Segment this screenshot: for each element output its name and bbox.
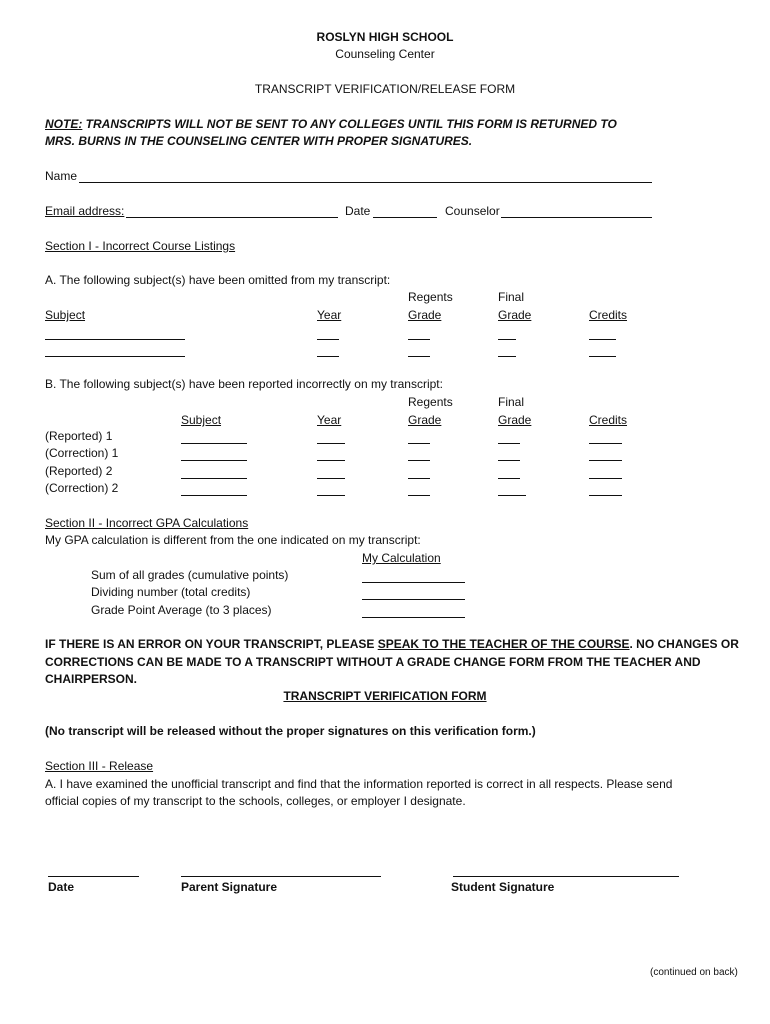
school-name: ROSLYN HIGH SCHOOL (316, 30, 454, 44)
incorrect-regents-field[interactable] (408, 460, 430, 461)
omitted-regents-field[interactable] (408, 339, 430, 340)
header-grade: Grade (408, 308, 442, 322)
gpa-row-label: Dividing number (total credits) (91, 585, 251, 599)
incorrect-final-field[interactable] (498, 460, 520, 461)
omitted-credits-field[interactable] (589, 356, 616, 357)
note-line-2: MRS. BURNS IN THE COUNSELING CENTER WITH PROPER SIGNATURES. (45, 134, 473, 148)
center-name: Counseling Center (335, 47, 435, 61)
omitted-subject-field[interactable] (45, 339, 185, 340)
section3-title: Section III - Release (45, 759, 154, 773)
no-release-note: (No transcript will be released without the proper signatures on this verification form.) (45, 724, 536, 738)
incorrect-year-field[interactable] (317, 443, 345, 444)
b-row-label: (Reported) 1 (45, 429, 113, 443)
student-signature-label: Student Signature (451, 880, 555, 894)
gpa-row-label: Grade Point Average (to 3 places) (91, 603, 272, 617)
warning-text-3: . NO CHANGES OR (629, 637, 739, 651)
date-label: Date (345, 204, 371, 218)
incorrect-subject-field[interactable] (181, 460, 247, 461)
incorrect-regents-field[interactable] (408, 443, 430, 444)
header-credits: Credits (589, 308, 628, 322)
warning-line-3: CHAIRPERSON. (45, 672, 138, 686)
warning-text-1: IF THERE IS AN ERROR ON YOUR TRANSCRIPT, PLEASE (45, 637, 378, 651)
form-title: TRANSCRIPT VERIFICATION/RELEASE FORM (254, 82, 516, 96)
header-subject: Subject (181, 413, 222, 427)
omitted-subject-field[interactable] (45, 356, 185, 357)
total-credits-field[interactable] (362, 599, 465, 600)
email-field[interactable] (126, 217, 338, 218)
incorrect-credits-field[interactable] (589, 443, 622, 444)
incorrect-regents-field[interactable] (408, 495, 430, 496)
section1-b-text: B. The following subject(s) have been reported incorrectly on my transcript: (45, 377, 443, 391)
name-field[interactable] (79, 182, 652, 183)
incorrect-subject-field[interactable] (181, 495, 247, 496)
gpa-row-label: Sum of all grades (cumulative points) (91, 568, 289, 582)
header-year: Year (317, 308, 342, 322)
incorrect-final-field[interactable] (498, 478, 520, 479)
gpa-field[interactable] (362, 617, 465, 618)
section2-intro: My GPA calculation is different from the one indicated on my transcript: (45, 533, 421, 547)
incorrect-credits-field[interactable] (589, 460, 622, 461)
header-final: Final (498, 290, 525, 304)
student-signature-line[interactable] (453, 876, 679, 877)
b-row-label: (Correction) 2 (45, 481, 119, 495)
warning-line-1 (45, 637, 739, 652)
incorrect-year-field[interactable] (317, 460, 345, 461)
email-label: Email address: (45, 204, 125, 218)
counselor-label: Counselor (445, 204, 500, 218)
incorrect-year-field[interactable] (317, 478, 345, 479)
omitted-credits-field[interactable] (589, 339, 616, 340)
incorrect-credits-field[interactable] (589, 478, 622, 479)
note-line-1 (45, 117, 617, 132)
incorrect-final-field[interactable] (498, 495, 526, 496)
omitted-regents-field[interactable] (408, 356, 430, 357)
header-subject: Subject (45, 308, 86, 322)
date-field[interactable] (373, 217, 437, 218)
date-signature-label: Date (48, 880, 75, 894)
incorrect-regents-field[interactable] (408, 478, 430, 479)
date-signature-line[interactable] (48, 876, 139, 877)
my-calculation-header: My Calculation (362, 551, 441, 565)
b-row-label: (Correction) 1 (45, 446, 119, 460)
warning-emphasis: SPEAK TO THE TEACHER OF THE COURSE (377, 637, 630, 651)
header-final: Final (498, 395, 525, 409)
omitted-final-field[interactable] (498, 339, 516, 340)
verification-title: TRANSCRIPT VERIFICATION FORM (283, 689, 487, 703)
omitted-year-field[interactable] (317, 356, 339, 357)
section2-title: Section II - Incorrect GPA Calculations (45, 516, 249, 530)
b-row-label: (Reported) 2 (45, 464, 113, 478)
header-grade: Grade (408, 413, 442, 427)
cumulative-points-field[interactable] (362, 582, 465, 583)
note-label: NOTE: (45, 117, 83, 131)
header-regents: Regents (408, 290, 453, 304)
incorrect-final-field[interactable] (498, 443, 520, 444)
counselor-field[interactable] (501, 217, 652, 218)
note-text-1: TRANSCRIPTS WILL NOT BE SENT TO ANY COLLEGES UNTIL THIS FORM IS RETURNED TO (82, 117, 617, 131)
name-label: Name (45, 169, 78, 183)
section3-line-1: A. I have examined the unofficial transcript and find that the information reported is correct in all respects. Please send (45, 777, 673, 791)
header-regents: Regents (408, 395, 453, 409)
omitted-year-field[interactable] (317, 339, 339, 340)
header-grade: Grade (498, 413, 532, 427)
incorrect-credits-field[interactable] (589, 495, 622, 496)
header-year: Year (317, 413, 342, 427)
parent-signature-line[interactable] (181, 876, 381, 877)
parent-signature-label: Parent Signature (181, 880, 278, 894)
section3-line-2: official copies of my transcript to the schools, colleges, or employer I designate. (45, 794, 466, 808)
warning-line-2: CORRECTIONS CAN BE MADE TO A TRANSCRIPT WITHOUT A GRADE CHANGE FORM FROM THE TEACHER AND (45, 655, 701, 669)
incorrect-subject-field[interactable] (181, 443, 247, 444)
omitted-final-field[interactable] (498, 356, 516, 357)
incorrect-year-field[interactable] (317, 495, 345, 496)
header-credits: Credits (589, 413, 628, 427)
continued-note: (continued on back) (650, 967, 738, 978)
incorrect-subject-field[interactable] (181, 478, 247, 479)
header-grade: Grade (498, 308, 532, 322)
section1-title: Section I - Incorrect Course Listings (45, 239, 236, 253)
section1-a-text: A. The following subject(s) have been omitted from my transcript: (45, 273, 391, 287)
